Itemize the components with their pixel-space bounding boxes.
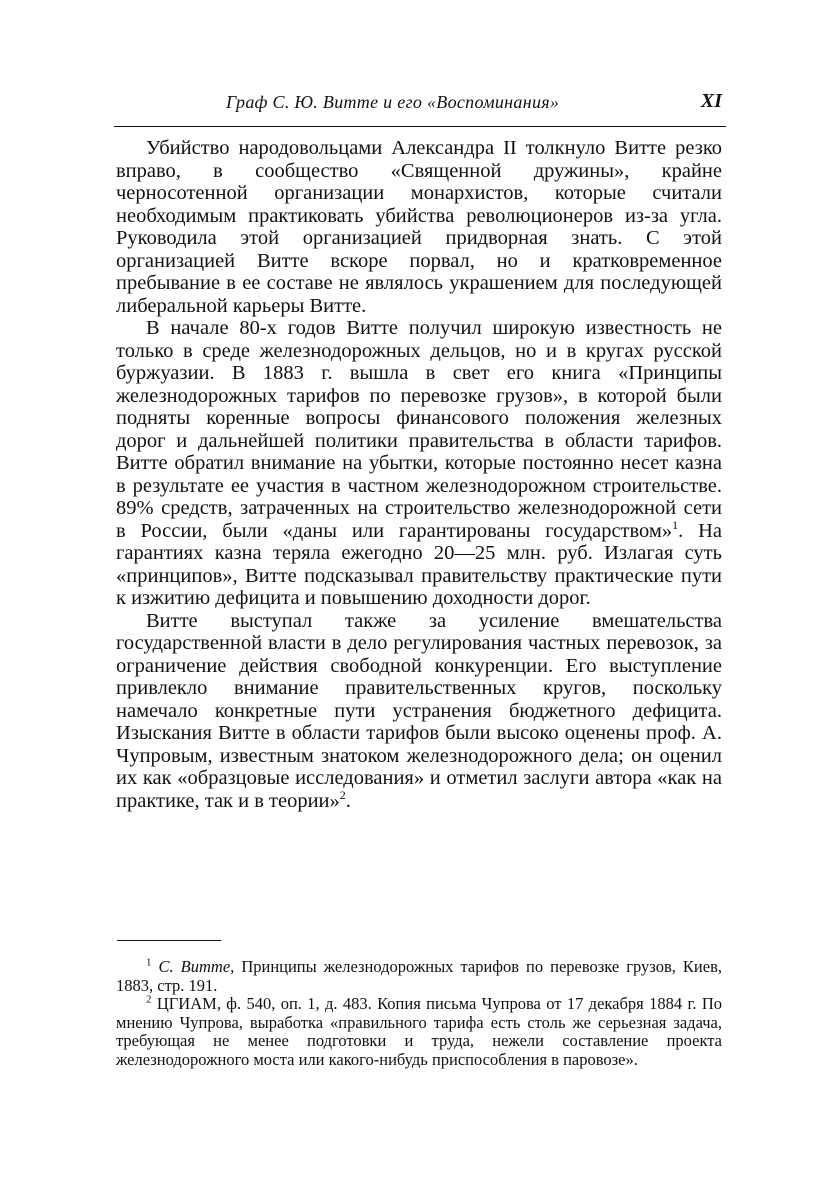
footnote-1-text: Принципы железнодорожных тарифов по перевозке грузов, Киев, 1883, стр. 191. bbox=[116, 957, 722, 995]
footnote-divider bbox=[117, 940, 221, 941]
footnote-ref-2[interactable]: 2 bbox=[339, 787, 346, 802]
running-header bbox=[114, 90, 726, 127]
paragraph-3-end: . bbox=[345, 789, 351, 812]
running-title: Граф С. Ю. Витте и его «Воспоминания» bbox=[226, 92, 560, 112]
footnote-2 bbox=[116, 995, 722, 1069]
paragraph-2-text: В начале 80-х годов Витте получил широкую известность не только в среде железнодорожных дельцов, но и в кругах русской буржуазии. В 1883 г. вышла в свет его книга «Принципы железнодорожных тарифов по перевозке грузов», в которой были подняты коренные вопросы финансового положения железных дорог и дальнейшей политики правительства в области тарифов. Витте обратил внимание на убытки, которые постоянно несет казна в результате ее участия в частном железнодорожном строительстве. 89% средств, затраченных на строительство железнодорожной сети в России, были «даны или гарантированы государством» bbox=[116, 317, 722, 542]
footnote-1-author: С. Витте, bbox=[158, 957, 235, 976]
paragraph-2 bbox=[116, 317, 722, 610]
footnotes bbox=[116, 958, 722, 1070]
footnote-1 bbox=[116, 958, 722, 995]
paragraph-3-text: Витте выступал также за усиление вмешательства государственной власти в дело регулирования частных перевозок, за ограничение действия свободной конкуренции. Его выступление привлекло внимание правительственных кругов, поскольку намечало конкретные пути устранения бюджетного дефицита. Изыскания Витте в области тарифов были высоко оценены проф. А. Чупровым, известным знатоком железнодорожного дела; он оценил их как «образцовые исследования» и отметил заслуги автора «как на практике, так и в теории» bbox=[116, 609, 722, 812]
paragraph-1-text: Убийство народовольцами Александра II толкнуло Витте резко вправо, в сообщество «Священной дружины», крайне черносотенной организации монархистов, которые считали необходимым практиковать убийства революционеров из-за угла. Руководила этой организацией придворная знать. С этой организацией Витте вскоре порвал, но и кратковременное пребывание в ее составе не являлось украшением для последующей либеральной карьеры Витте. bbox=[116, 137, 722, 317]
paragraph-1 bbox=[116, 137, 722, 317]
paragraph-3 bbox=[116, 610, 722, 813]
footnote-1-number: 1 bbox=[146, 956, 152, 969]
paragraph-2-rest: . На гарантиях казна теряла ежегодно 20—25 млн. руб. Излагая суть «принципов», Витте подсказывал правительству практические пути к изжитию дефицита и повышению доходности дорог. bbox=[116, 519, 723, 609]
footnote-2-text: ЦГИАМ, ф. 540, оп. 1, д. 483. Копия письма Чупрова от 17 декабря 1884 г. По мнению Чупрова, выработка «правильного тарифа есть столь же серьезная задача, требующая не менее подготовки и труда, нежели составление проекта железнодорожного моста или какого-нибудь приспособления в паровозе». bbox=[116, 994, 722, 1069]
page-number: XI bbox=[700, 90, 722, 112]
footnote-2-number: 2 bbox=[146, 993, 152, 1006]
main-text bbox=[116, 137, 722, 812]
footnote-ref-1[interactable]: 1 bbox=[672, 517, 679, 532]
